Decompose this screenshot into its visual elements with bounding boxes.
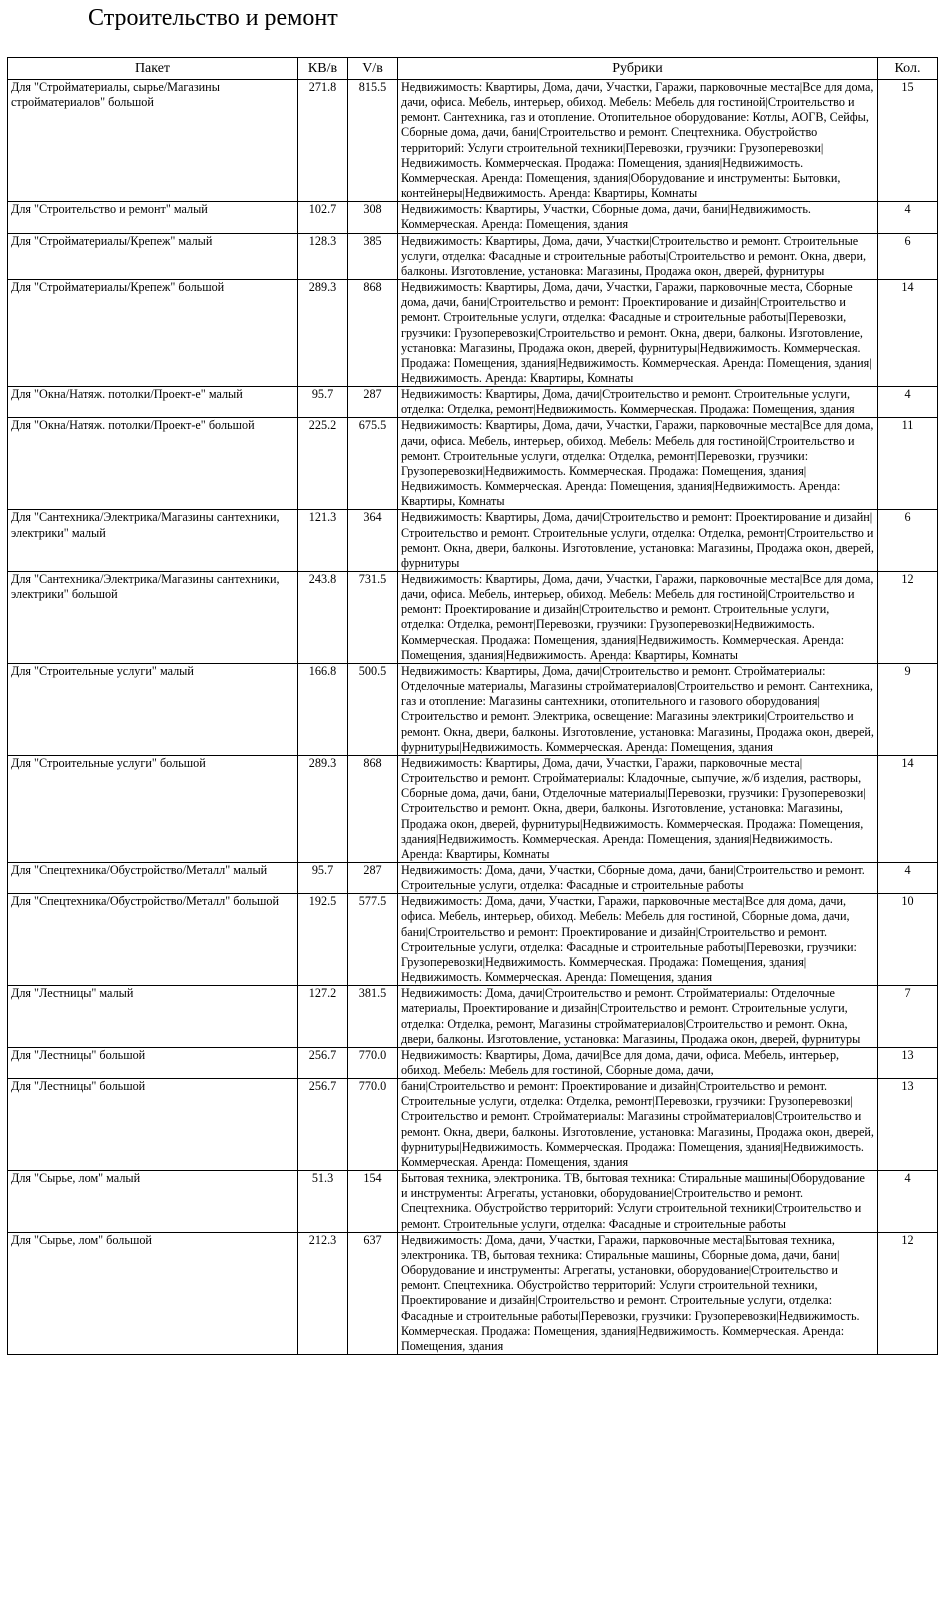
cell-count: 11 [878,418,938,510]
cell-package: Для "Строительные услуги" большой [8,755,298,862]
table-header-row [8,58,938,80]
table-row [8,80,938,202]
cell-rubrics: Недвижимость: Квартиры, Дома, дачи, Участки, Гаражи, парковочные места|Все для дома, дачи, офиса. Мебель, интерьер, обиход. Мебель: Мебель для гостиной|Строительство и ремонт. Сантехника, газ и отопление. Отопительное оборудование: Котлы, АОГВ, Сейфы, Сборные дома, дачи, бани|Строительство и ремонт. Спецтехника. Обустройство территорий: Услуги строительной техники|Перевозки, грузчики: Грузоперевозки|Недвижимость. Коммерческая. Продажа: Помещения, здания|Недвижимость. Коммерческая. Аренда: Помещения, здания|Оборудование и инструменты: Бытовки, контейнеры|Недвижимость. Аренда: Квартиры, Комнаты [398,80,878,202]
cell-vv: 308 [348,202,398,233]
cell-count: 9 [878,663,938,755]
cell-rubrics: Недвижимость: Квартиры, Дома, дачи, Участки|Строительство и ремонт. Строительные услуги, отделка: Фасадные и строительные работы|Строительство и ремонт. Окна, двери, балконы. Изготовление, установка: Магазины, Продажа окон, дверей, фурнитуры [398,233,878,279]
cell-package: Для "Сантехника/Электрика/Магазины сантехники, электрики" большой [8,572,298,664]
cell-rubrics: Недвижимость: Квартиры, Дома, дачи|Строительство и ремонт. Строительные услуги, отделка: Отделка, ремонт|Недвижимость. Коммерческая. Продажа: Помещения, здания [398,387,878,418]
table-row [8,1047,938,1078]
header-kvb: КВ/в [298,58,348,80]
cell-package: Для "Окна/Натяж. потолки/Проект-е" малый [8,387,298,418]
table-row [8,862,938,893]
cell-package: Для "Лестницы" большой [8,1047,298,1078]
cell-package: Для "Лестницы" большой [8,1079,298,1171]
cell-rubrics: Недвижимость: Квартиры, Дома, дачи|Строительство и ремонт. Стройматериалы: Отделочные материалы, Магазины стройматериалов|Строительство и ремонт. Сантехника, газ и отопление: Магазины сантехники, отопительного и газового оборудования|Строительство и ремонт. Электрика, освещение: Магазины электрики|Строительство и ремонт. Окна, двери, балконы. Изготовление, установка: Магазины, Продажа окон, дверей, фурнитуры|Недвижимость. Коммерческая. Аренда: Помещения, здания [398,663,878,755]
table-row [8,894,938,986]
table-row [8,387,938,418]
cell-kvb: 271.8 [298,80,348,202]
cell-rubrics: Недвижимость: Квартиры, Дома, дачи, Участки, Гаражи, парковочные места|Строительство и ремонт. Стройматериалы: Кладочные, сыпучие, ж/б изделия, растворы, Сборные дома, дачи, бани, Отделочные материалы|Перевозки, грузчики: Грузоперевозки|Строительство и ремонт. Окна, двери, балконы. Изготовление, установка: Магазины, Продажа окон, дверей, фурнитуры|Недвижимость. Коммерческая. Продажа: Помещения, здания|Недвижимость. Коммерческая. Аренда: Помещения, здания|Недвижимость. Аренда: Квартиры, Комнаты [398,755,878,862]
cell-package: Для "Стройматериалы/Крепеж" малый [8,233,298,279]
cell-rubrics: Недвижимость: Квартиры, Дома, дачи|Все для дома, дачи, офиса. Мебель, интерьер, обиход. Мебель: Мебель для гостиной, Сборные дома, дачи, [398,1047,878,1078]
table-row [8,233,938,279]
cell-kvb: 166.8 [298,663,348,755]
cell-rubrics: Недвижимость: Дома, дачи|Строительство и ремонт. Стройматериалы: Отделочные материалы, Проектирование и дизайн|Строительство и ремонт. Строительные услуги, отделка: Отделка, ремонт, Магазины стройматериалов|Строительство и ремонт. Окна, двери, балконы. Изготовление, установка: Магазины, Продажа окон, дверей, фурнитуры [398,986,878,1048]
cell-package: Для "Сырье, лом" большой [8,1232,298,1354]
table-row [8,755,938,862]
cell-vv: 500.5 [348,663,398,755]
header-vv: V/в [348,58,398,80]
cell-rubrics: бани|Строительство и ремонт: Проектирование и дизайн|Строительство и ремонт. Строительные услуги, отделка: Отделка, ремонт|Перевозки, грузчики: Грузоперевозки|Строительство и ремонт. Стройматериалы: Магазины стройматериалов|Строительство и ремонт. Окна, двери, балконы. Изготовление, установка: Магазины, Продажа окон, дверей, фурнитуры|Недвижимость. Коммерческая. Продажа: Помещения, здания|Недвижимость. Коммерческая. Аренда: Помещения, здания [398,1079,878,1171]
packages-table [7,57,938,1355]
cell-kvb: 225.2 [298,418,348,510]
cell-vv: 770.0 [348,1079,398,1171]
cell-count: 12 [878,1232,938,1354]
cell-package: Для "Лестницы" малый [8,986,298,1048]
cell-vv: 868 [348,280,398,387]
cell-vv: 364 [348,510,398,572]
table-row [8,986,938,1048]
cell-package: Для "Строительство и ремонт" малый [8,202,298,233]
cell-rubrics: Недвижимость: Квартиры, Участки, Сборные дома, дачи, бани|Недвижимость. Коммерческая. Аренда: Помещения, здания [398,202,878,233]
cell-count: 4 [878,1171,938,1233]
header-package: Пакет [8,58,298,80]
cell-kvb: 289.3 [298,280,348,387]
cell-count: 7 [878,986,938,1048]
cell-count: 13 [878,1047,938,1078]
cell-rubrics: Недвижимость: Дома, дачи, Участки, Сборные дома, дачи, бани|Строительство и ремонт. Строительные услуги, отделка: Фасадные и строительные работы [398,862,878,893]
cell-count: 13 [878,1079,938,1171]
cell-package: Для "Стройматериалы/Крепеж" большой [8,280,298,387]
header-count: Кол. [878,58,938,80]
cell-vv: 868 [348,755,398,862]
table-row [8,1171,938,1233]
cell-rubrics: Недвижимость: Квартиры, Дома, дачи, Участки, Гаражи, парковочные места|Все для дома, дачи, офиса. Мебель, интерьер, обиход. Мебель: Мебель для гостиной|Строительство и ремонт. Строительные услуги, отделка: Отделка, ремонт|Перевозки, грузчики: Грузоперевозки|Недвижимость. Коммерческая. Продажа: Помещения, здания|Недвижимость. Коммерческая. Аренда: Помещения, здания|Недвижимость. Аренда: Квартиры, Комнаты [398,418,878,510]
cell-kvb: 256.7 [298,1047,348,1078]
cell-count: 6 [878,233,938,279]
table-row [8,510,938,572]
cell-vv: 815.5 [348,80,398,202]
cell-kvb: 121.3 [298,510,348,572]
cell-vv: 770.0 [348,1047,398,1078]
cell-kvb: 51.3 [298,1171,348,1233]
table-row [8,202,938,233]
table-row [8,572,938,664]
cell-package: Для "Спецтехника/Обустройство/Металл" малый [8,862,298,893]
cell-vv: 731.5 [348,572,398,664]
cell-count: 10 [878,894,938,986]
table-body [8,80,938,1355]
cell-count: 4 [878,202,938,233]
cell-rubrics: Бытовая техника, электроника. ТВ, бытовая техника: Стиральные машины|Оборудование и инструменты: Агрегаты, установки, оборудование|Строительство и ремонт. Спецтехника. Обустройство территорий: Услуги строительной техники|Строительство и ремонт. Строительные услуги, отделка: Фасадные и строительные работы [398,1171,878,1233]
cell-count: 14 [878,280,938,387]
cell-kvb: 256.7 [298,1079,348,1171]
cell-kvb: 192.5 [298,894,348,986]
cell-package: Для "Сантехника/Электрика/Магазины сантехники, электрики" малый [8,510,298,572]
cell-rubrics: Недвижимость: Квартиры, Дома, дачи, Участки, Гаражи, парковочные места, Сборные дома, дачи, бани|Строительство и ремонт: Проектирование и дизайн|Строительство и ремонт. Строительные услуги, отделка: Фасадные и строительные работы|Перевозки, грузчики: Грузоперевозки|Строительство и ремонт. Окна, двери, балконы. Изготовление, установка: Магазины, Продажа окон, дверей, фурнитуры|Недвижимость. Коммерческая. Продажа: Помещения, здания|Недвижимость. Коммерческая. Аренда: Помещения, здания|Недвижимость. Аренда: Квартиры, Комнаты [398,280,878,387]
cell-package: Для "Спецтехника/Обустройство/Металл" большой [8,894,298,986]
cell-package: Для "Сырье, лом" малый [8,1171,298,1233]
cell-kvb: 128.3 [298,233,348,279]
table-row [8,663,938,755]
cell-rubrics: Недвижимость: Квартиры, Дома, дачи|Строительство и ремонт: Проектирование и дизайн|Строительство и ремонт. Строительные услуги, отделка: Отделка, ремонт|Строительство и ремонт. Окна, двери, балконы. Изготовление, установка: Магазины, Продажа окон, дверей, фурнитуры [398,510,878,572]
cell-vv: 675.5 [348,418,398,510]
cell-count: 4 [878,387,938,418]
cell-vv: 287 [348,387,398,418]
cell-package: Для "Стройматериалы, сырье/Магазины стройматериалов" большой [8,80,298,202]
table-row [8,1232,938,1354]
cell-vv: 577.5 [348,894,398,986]
table-row [8,280,938,387]
page-title: Строительство и ремонт [88,5,338,31]
cell-kvb: 212.3 [298,1232,348,1354]
cell-rubrics: Недвижимость: Дома, дачи, Участки, Гаражи, парковочные места|Все для дома, дачи, офиса. Мебель, интерьер, обиход. Мебель: Мебель для гостиной, Сборные дома, дачи, бани|Строительство и ремонт: Проектирование и дизайн|Строительство и ремонт. Строительные услуги, отделка: Фасадные и строительные работы|Перевозки, грузчики: Грузоперевозки|Недвижимость. Коммерческая. Продажа: Помещения, здания|Недвижимость. Коммерческая. Аренда: Помещения, здания [398,894,878,986]
table-row [8,1079,938,1171]
cell-vv: 385 [348,233,398,279]
cell-package: Для "Строительные услуги" малый [8,663,298,755]
cell-kvb: 127.2 [298,986,348,1048]
cell-count: 15 [878,80,938,202]
cell-package: Для "Окна/Натяж. потолки/Проект-е" большой [8,418,298,510]
cell-vv: 287 [348,862,398,893]
header-rubrics: Рубрики [398,58,878,80]
cell-kvb: 243.8 [298,572,348,664]
cell-count: 4 [878,862,938,893]
cell-vv: 637 [348,1232,398,1354]
cell-kvb: 95.7 [298,862,348,893]
cell-kvb: 102.7 [298,202,348,233]
cell-count: 14 [878,755,938,862]
cell-rubrics: Недвижимость: Дома, дачи, Участки, Гаражи, парковочные места|Бытовая техника, электроника. ТВ, бытовая техника: Стиральные машины, Сборные дома, дачи, бани|Оборудование и инструменты: Агрегаты, установки, оборудование|Строительство и ремонт. Спецтехника. Обустройство территорий: Услуги строительной техники, Проектирование и дизайн|Строительство и ремонт. Строительные услуги, отделка: Фасадные и строительные работы|Перевозки, грузчики: Грузоперевозки|Недвижимость. Коммерческая. Продажа: Помещения, здания|Недвижимость. Коммерческая. Аренда: Помещения, здания [398,1232,878,1354]
cell-vv: 154 [348,1171,398,1233]
cell-count: 6 [878,510,938,572]
cell-count: 12 [878,572,938,664]
cell-kvb: 95.7 [298,387,348,418]
cell-kvb: 289.3 [298,755,348,862]
cell-vv: 381.5 [348,986,398,1048]
table-row [8,418,938,510]
cell-rubrics: Недвижимость: Квартиры, Дома, дачи, Участки, Гаражи, парковочные места|Все для дома, дачи, офиса. Мебель, интерьер, обиход. Мебель: Мебель для гостиной|Строительство и ремонт: Проектирование и дизайн|Строительство и ремонт. Строительные услуги, отделка: Отделка, ремонт|Перевозки, грузчики: Грузоперевозки|Недвижимость. Коммерческая. Продажа: Помещения, здания|Недвижимость. Коммерческая. Аренда: Помещения, здания|Недвижимость. Аренда: Квартиры, Комнаты [398,572,878,664]
